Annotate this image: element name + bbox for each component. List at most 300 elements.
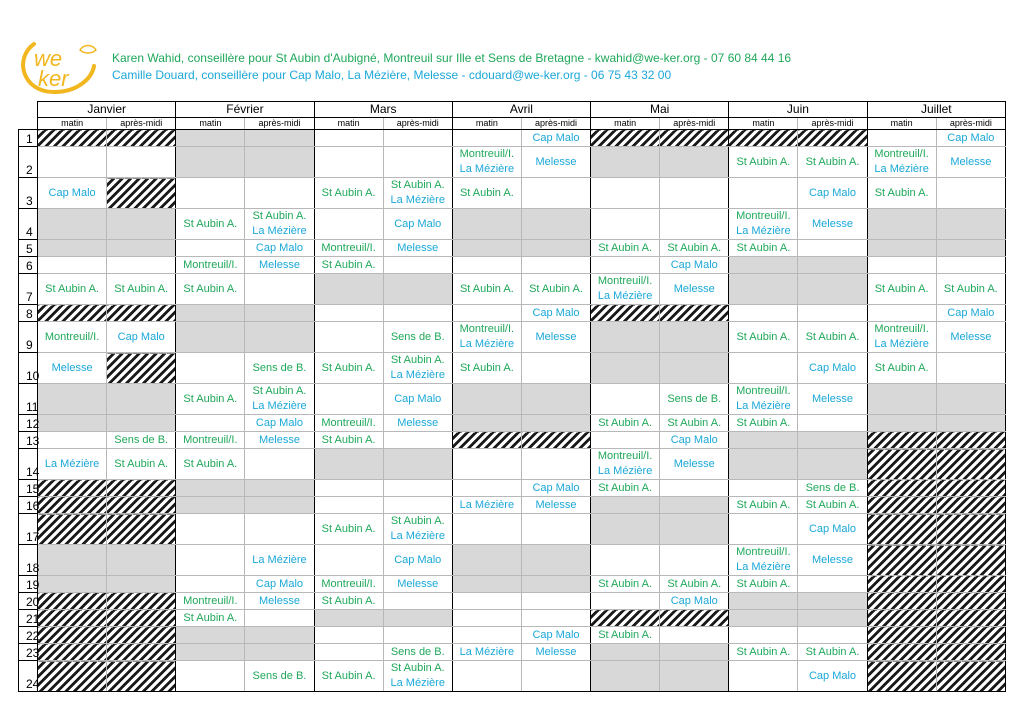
location-label: St Aubin A. (736, 498, 791, 511)
closed-slot (176, 627, 245, 644)
matin-header: matin (729, 118, 798, 130)
location-label: Sens de B. (252, 669, 307, 682)
holiday-slot (38, 305, 107, 322)
closed-slot (591, 322, 660, 353)
appointment-slot (107, 449, 176, 480)
location-label: Cap Malo (394, 217, 442, 230)
location-label: Montreuil/I. (321, 241, 376, 254)
day-row (19, 497, 1006, 514)
day-number: 21 (19, 610, 38, 627)
location-label: Montreuil/I. (874, 148, 929, 160)
empty-slot (383, 627, 452, 644)
empty-slot (107, 257, 176, 274)
closed-slot (38, 576, 107, 593)
closed-slot (798, 432, 867, 449)
appointment-slot (521, 497, 590, 514)
day-row (19, 209, 1006, 240)
day-number: 18 (19, 545, 38, 576)
location-label: Cap Malo (394, 392, 442, 405)
location-label: St Aubin A. (183, 457, 238, 470)
location-label: St Aubin A. (459, 186, 514, 199)
appointment-slot (383, 209, 452, 240)
location-label: Montreuil/I. (183, 433, 238, 446)
apres-midi-header: après-midi (936, 118, 1005, 130)
appointment-slot (383, 415, 452, 432)
location-label: St Aubin A. (874, 361, 929, 374)
matin-header: matin (38, 118, 107, 130)
holiday-slot (867, 480, 936, 497)
appointment-slot (176, 274, 245, 305)
appointment-slot (521, 644, 590, 661)
appointment-slot (314, 178, 383, 209)
closed-slot (245, 497, 314, 514)
holiday-slot (798, 130, 867, 147)
holiday-slot (660, 610, 729, 627)
closed-slot (729, 593, 798, 610)
closed-slot (107, 576, 176, 593)
empty-slot (798, 305, 867, 322)
appointment-slot (660, 274, 729, 305)
empty-slot (383, 480, 452, 497)
contact-camille: Camille Douard, conseillère pour Cap Malo, La Mézière, Melesse - cdouard@we-ker.org - 06 75 43 32 00 (112, 68, 672, 82)
closed-slot (591, 661, 660, 692)
empty-slot (591, 384, 660, 415)
appointment-slot (245, 257, 314, 274)
appointment-slot (660, 576, 729, 593)
location-label: St Aubin A. (183, 217, 238, 230)
holiday-slot (521, 432, 590, 449)
location-label: St Aubin A. (459, 361, 514, 374)
closed-slot (521, 240, 590, 257)
location-label: Cap Malo (670, 594, 718, 607)
svg-text:we: we (34, 46, 63, 71)
closed-slot (176, 497, 245, 514)
appointment-slot (452, 497, 521, 514)
appointment-slot (383, 322, 452, 353)
closed-slot (867, 209, 936, 240)
appointment-slot (660, 240, 729, 257)
apres-midi-header: après-midi (383, 118, 452, 130)
empty-slot (314, 209, 383, 240)
day-number: 7 (19, 274, 38, 305)
holiday-slot (867, 610, 936, 627)
holiday-slot (452, 432, 521, 449)
apres-midi-header: après-midi (798, 118, 867, 130)
location-label: St Aubin A. (459, 282, 514, 295)
location-label: Cap Malo (255, 416, 303, 429)
location-label: Melesse (812, 553, 853, 566)
day-row (19, 610, 1006, 627)
appointment-slot (245, 432, 314, 449)
closed-slot (107, 240, 176, 257)
holiday-slot (867, 576, 936, 593)
closed-slot (521, 209, 590, 240)
empty-slot (936, 353, 1005, 384)
appointment-slot (521, 147, 590, 178)
closed-slot (245, 322, 314, 353)
empty-slot (245, 449, 314, 480)
appointment-slot (729, 644, 798, 661)
appointment-slot (245, 353, 314, 384)
day-number: 17 (19, 514, 38, 545)
appointment-slot (660, 432, 729, 449)
month-header-row (19, 102, 1006, 118)
empty-slot (660, 627, 729, 644)
empty-slot (591, 593, 660, 610)
location-label: St Aubin A. (390, 662, 445, 674)
location-label: Melesse (258, 594, 300, 607)
location-label: Sens de B. (252, 361, 307, 374)
empty-slot (591, 257, 660, 274)
closed-slot (176, 644, 245, 661)
closed-slot (383, 449, 452, 480)
day-number: 8 (19, 305, 38, 322)
empty-slot (798, 415, 867, 432)
empty-slot (245, 178, 314, 209)
holiday-slot (936, 661, 1005, 692)
appointment-slot (798, 644, 867, 661)
day-row (19, 147, 1006, 178)
closed-slot (107, 209, 176, 240)
location-label: La Mézière (597, 290, 653, 302)
day-row (19, 545, 1006, 576)
closed-slot (452, 209, 521, 240)
closed-slot (660, 514, 729, 545)
empty-slot (314, 305, 383, 322)
location-label: St Aubin A. (321, 522, 376, 535)
appointment-slot (383, 576, 452, 593)
holiday-slot (38, 497, 107, 514)
empty-slot (867, 257, 936, 274)
day-row (19, 644, 1006, 661)
month-header: Mars (314, 102, 452, 118)
location-label: Cap Malo (808, 522, 857, 535)
holiday-slot (38, 514, 107, 545)
closed-slot (38, 415, 107, 432)
location-label: La Mézière (597, 465, 653, 477)
location-label: Cap Malo (117, 330, 165, 343)
location-label: St Aubin A. (183, 392, 238, 405)
holiday-slot (107, 353, 176, 384)
appointment-slot (591, 274, 660, 305)
appointment-slot (38, 274, 107, 305)
empty-slot (383, 593, 452, 610)
appointment-slot (660, 593, 729, 610)
holiday-slot (107, 644, 176, 661)
empty-slot (660, 178, 729, 209)
day-row (19, 274, 1006, 305)
closed-slot (314, 274, 383, 305)
appointment-slot (452, 353, 521, 384)
location-label: Montreuil/I. (597, 450, 653, 462)
location-label: St Aubin A. (736, 241, 791, 254)
closed-slot (591, 514, 660, 545)
location-label: St Aubin A. (321, 433, 376, 446)
holiday-slot (38, 661, 107, 692)
appointment-slot (176, 610, 245, 627)
appointment-slot (798, 147, 867, 178)
closed-slot (660, 353, 729, 384)
appointment-slot (107, 322, 176, 353)
appointment-slot (521, 322, 590, 353)
location-label: Montreuil/I. (736, 210, 791, 222)
appointment-slot (314, 353, 383, 384)
day-row (19, 305, 1006, 322)
location-label: St Aubin A. (598, 577, 653, 590)
empty-slot (521, 178, 590, 209)
appointment-slot (176, 384, 245, 415)
day-number: 15 (19, 480, 38, 497)
location-label: St Aubin A. (321, 594, 376, 607)
empty-slot (591, 545, 660, 576)
location-label: La Mézière (736, 561, 791, 573)
matin-header: matin (867, 118, 936, 130)
empty-slot (521, 610, 590, 627)
empty-slot (521, 257, 590, 274)
holiday-slot (107, 178, 176, 209)
empty-slot (591, 178, 660, 209)
day-row (19, 661, 1006, 692)
closed-slot (936, 384, 1005, 415)
empty-slot (729, 661, 798, 692)
closed-slot (936, 415, 1005, 432)
empty-slot (452, 449, 521, 480)
closed-slot (452, 384, 521, 415)
appointment-slot (176, 209, 245, 240)
holiday-slot (660, 305, 729, 322)
holiday-slot (38, 480, 107, 497)
location-label: Melesse (258, 433, 300, 446)
empty-slot (314, 130, 383, 147)
holiday-slot (867, 644, 936, 661)
appointment-slot (798, 209, 867, 240)
location-label: St Aubin A. (390, 354, 445, 366)
appointment-slot (936, 305, 1005, 322)
location-label: Cap Malo (808, 186, 857, 199)
appointment-slot (38, 322, 107, 353)
subheader-row (19, 118, 1006, 130)
day-row (19, 240, 1006, 257)
location-label: St Aubin A. (736, 577, 791, 590)
closed-slot (314, 449, 383, 480)
closed-slot (38, 384, 107, 415)
location-label: La Mézière (390, 530, 445, 542)
appointment-slot (245, 593, 314, 610)
location-label: St Aubin A. (667, 416, 722, 429)
location-label: St Aubin A. (598, 241, 653, 254)
holiday-slot (936, 627, 1005, 644)
location-label: Montreuil/I. (183, 258, 238, 271)
appointment-slot (729, 384, 798, 415)
empty-slot (452, 305, 521, 322)
empty-slot (867, 305, 936, 322)
appointment-slot (729, 545, 798, 576)
closed-slot (867, 384, 936, 415)
appointment-slot (452, 147, 521, 178)
empty-slot (729, 305, 798, 322)
empty-slot (314, 627, 383, 644)
location-label: Melesse (397, 241, 439, 254)
location-label: La Mézière (459, 645, 515, 658)
location-label: Cap Malo (947, 306, 995, 319)
appointment-slot (521, 274, 590, 305)
location-label: St Aubin A. (598, 416, 653, 429)
empty-slot (729, 627, 798, 644)
closed-slot (660, 147, 729, 178)
empty-slot (452, 130, 521, 147)
holiday-slot (107, 480, 176, 497)
day-number: 1 (19, 130, 38, 147)
location-label: St Aubin A. (114, 457, 169, 470)
location-label: St Aubin A. (736, 645, 791, 658)
day-number: 13 (19, 432, 38, 449)
appointment-slot (591, 415, 660, 432)
empty-slot (660, 209, 729, 240)
holiday-slot (867, 661, 936, 692)
appointment-slot (521, 305, 590, 322)
holiday-slot (936, 449, 1005, 480)
appointment-slot (176, 449, 245, 480)
appointment-slot (314, 257, 383, 274)
appointment-slot (798, 661, 867, 692)
location-label: Cap Malo (532, 306, 580, 319)
location-label: Sens de B. (114, 433, 169, 446)
closed-slot (798, 274, 867, 305)
empty-slot (729, 480, 798, 497)
empty-slot (38, 257, 107, 274)
appointment-slot (314, 576, 383, 593)
day-row (19, 480, 1006, 497)
matin-header: matin (591, 118, 660, 130)
appointment-slot (591, 240, 660, 257)
holiday-slot (936, 576, 1005, 593)
empty-slot (867, 130, 936, 147)
closed-slot (660, 661, 729, 692)
location-label: Montreuil/I. (44, 330, 100, 343)
empty-slot (314, 497, 383, 514)
appointment-slot (452, 178, 521, 209)
closed-slot (452, 576, 521, 593)
empty-slot (176, 240, 245, 257)
holiday-slot (107, 497, 176, 514)
location-label: St Aubin A. (667, 577, 722, 590)
appointment-slot (591, 627, 660, 644)
location-label: St Aubin A. (321, 361, 376, 374)
closed-slot (176, 480, 245, 497)
day-number: 16 (19, 497, 38, 514)
weker-logo (20, 38, 102, 96)
location-label: St Aubin A. (874, 282, 929, 295)
holiday-slot (936, 593, 1005, 610)
closed-slot (176, 130, 245, 147)
appointment-slot (314, 593, 383, 610)
empty-slot (176, 353, 245, 384)
holiday-slot (867, 497, 936, 514)
matin-header: matin (176, 118, 245, 130)
location-label: St Aubin A. (805, 498, 860, 511)
location-label: La Mézière (459, 338, 515, 350)
closed-slot (729, 449, 798, 480)
appointment-slot (38, 178, 107, 209)
empty-slot (798, 576, 867, 593)
month-header: Février (176, 102, 314, 118)
closed-slot (38, 240, 107, 257)
appointment-slot (107, 274, 176, 305)
location-label: Cap Malo (808, 361, 857, 374)
holiday-slot (729, 130, 798, 147)
appointment-slot (591, 576, 660, 593)
location-label: Melesse (51, 361, 93, 374)
appointment-slot (729, 576, 798, 593)
holiday-slot (867, 449, 936, 480)
closed-slot (798, 610, 867, 627)
holiday-slot (107, 305, 176, 322)
closed-slot (729, 610, 798, 627)
day-number: 9 (19, 322, 38, 353)
location-label: La Mézière (459, 498, 515, 511)
appointment-slot (798, 384, 867, 415)
empty-slot (729, 178, 798, 209)
day-number: 19 (19, 576, 38, 593)
empty-slot (176, 576, 245, 593)
closed-slot (660, 497, 729, 514)
empty-slot (452, 593, 521, 610)
location-label: St Aubin A. (45, 282, 99, 295)
holiday-slot (107, 593, 176, 610)
empty-slot (452, 257, 521, 274)
holiday-slot (867, 545, 936, 576)
appointment-slot (176, 432, 245, 449)
appointment-slot (936, 130, 1005, 147)
appointment-slot (798, 497, 867, 514)
holiday-slot (107, 514, 176, 545)
empty-slot (314, 384, 383, 415)
location-label: Montreuil/I. (459, 323, 515, 335)
location-label: Melesse (812, 217, 853, 230)
appointment-slot (798, 322, 867, 353)
schedule-table (18, 101, 1006, 692)
location-label: St Aubin A. (114, 282, 169, 295)
location-label: Melesse (535, 645, 577, 658)
appointment-slot (660, 449, 729, 480)
location-label: Cap Malo (808, 669, 857, 682)
closed-slot (245, 130, 314, 147)
empty-slot (521, 449, 590, 480)
holiday-slot (107, 130, 176, 147)
appointment-slot (660, 384, 729, 415)
empty-slot (176, 415, 245, 432)
location-label: St Aubin A. (943, 282, 998, 295)
empty-slot (176, 545, 245, 576)
month-header: Avril (452, 102, 590, 118)
appointment-slot (383, 644, 452, 661)
closed-slot (383, 274, 452, 305)
appointment-slot (38, 449, 107, 480)
day-number: 12 (19, 415, 38, 432)
location-label: Melesse (812, 392, 853, 405)
location-label: La Mézière (459, 163, 515, 175)
appointment-slot (38, 353, 107, 384)
closed-slot (867, 240, 936, 257)
appointment-slot (798, 353, 867, 384)
day-number: 6 (19, 257, 38, 274)
appointment-slot (867, 178, 936, 209)
closed-slot (107, 384, 176, 415)
closed-slot (107, 415, 176, 432)
holiday-slot (107, 610, 176, 627)
location-label: Melesse (950, 155, 992, 168)
empty-slot (729, 514, 798, 545)
